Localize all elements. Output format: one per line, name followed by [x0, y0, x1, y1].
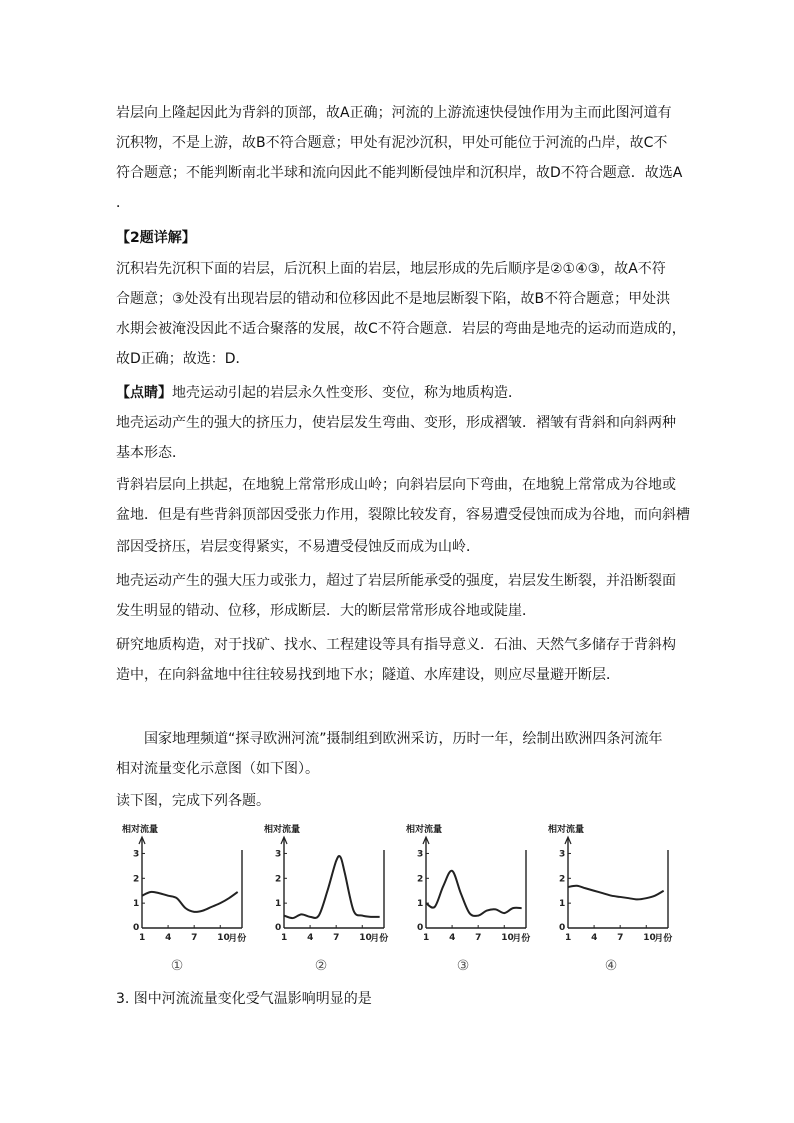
chart-svg — [404, 820, 544, 950]
x-tick-label: 10 — [643, 933, 656, 943]
text-line: 造中，在向斜盆地中往往较易找到地下水；隧道、水库建设，则应尽量避开断层． — [116, 667, 620, 683]
y-axis-label: 相对流量 — [548, 825, 585, 835]
y-tick-label: 1 — [417, 899, 424, 910]
text-line: 盆地．但是有些背斜顶部因受张力作用，裂隙比较发育，容易遭受侵蚀而成为谷地，而向斜槽 — [116, 507, 690, 523]
text-line: 岩层向上隆起因此为背斜的顶部，故A正确；河流的上游流速快侵蚀作用为主而此图河道有 — [116, 105, 672, 121]
y-axis-label: 相对流量 — [406, 825, 443, 835]
x-axis-label: 月份 — [654, 934, 673, 944]
text-line: 地壳运动产生的强大压力或张力，超过了岩层所能承受的强度，岩层发生断裂，并沿断裂面 — [116, 573, 676, 589]
x-tick-label: 1 — [281, 933, 288, 943]
flow-curve — [142, 892, 238, 912]
chart-1 — [120, 820, 260, 950]
x-tick-label: 1 — [565, 933, 572, 943]
dianjing-first: 地壳运动引起的岩层永久性变形、变位，称为地质构造． — [172, 385, 522, 401]
chart-number: ③ — [456, 958, 470, 974]
chart-number: ④ — [604, 958, 618, 974]
chart-number: ② — [314, 958, 328, 974]
y-tick-label: 0 — [417, 923, 424, 933]
text-line: 水期会被淹没因此不适合聚落的发展，故C不符合题意．岩层的弯曲是地壳的运动而造成的， — [116, 321, 686, 337]
x-axis-label: 月份 — [370, 934, 389, 944]
intro-line: 国家地理频道“探寻欧洲河流”摄制组到欧洲采访，历时一年，绘制出欧洲四条河流年 — [144, 731, 663, 747]
x-tick-label: 7 — [475, 933, 482, 943]
y-tick-label: 2 — [133, 874, 140, 885]
text-line: 发生明显的错动、位移，形成断层．大的断层常常形成谷地或陡崖． — [116, 603, 536, 619]
y-tick-label: 1 — [133, 899, 140, 910]
x-tick-label: 10 — [359, 933, 372, 943]
x-tick-label: 4 — [449, 933, 456, 943]
y-tick-label: 3 — [559, 849, 566, 860]
text-line: 合题意；③处没有出现岩层的错动和位移因此不是地层断裂下陷，故B不符合题意；甲处洪 — [116, 291, 671, 307]
x-tick-label: 7 — [333, 933, 340, 943]
text-line: 沉积物，不是上游，故B不符合题意；甲处有泥沙沉积，甲处可能位于河流的凸岸，故C不 — [116, 135, 668, 151]
chart-4 — [546, 820, 686, 950]
x-tick-label: 10 — [501, 933, 514, 943]
y-axis-label: 相对流量 — [264, 825, 301, 835]
text-line: 部因受挤压，岩层变得紧实，不易遭受侵蚀反而成为山岭． — [116, 539, 480, 555]
text-line: 研究地质构造，对于找矿、找水、工程建设等具有指导意义．石油、天然气多储存于背斜构 — [116, 637, 676, 653]
chart-2 — [262, 820, 402, 950]
text-line: 背斜岩层向上拱起，在地貌上常常形成山岭；向斜岩层向下弯曲，在地貌上常常成为谷地或 — [116, 477, 676, 493]
chart-svg — [120, 820, 260, 950]
y-tick-label: 1 — [275, 899, 282, 910]
y-tick-label: 0 — [559, 923, 566, 933]
x-tick-label: 4 — [165, 933, 172, 943]
x-tick-label: 4 — [591, 933, 598, 943]
text-line: 符合题意；不能判断南北半球和流向因此不能判断侵蚀岸和沉积岸，故D不符合题意．故选A — [116, 165, 683, 181]
y-axis-label: 相对流量 — [122, 825, 159, 835]
chart-number: ① — [170, 958, 184, 974]
text-line: 沉积岩先沉积下面的岩层，后沉积上面的岩层，地层形成的先后顺序是②①④③，故A不符 — [116, 261, 666, 277]
x-tick-label: 7 — [617, 933, 624, 943]
chart-3 — [404, 820, 544, 950]
x-axis-label: 月份 — [512, 934, 531, 944]
y-tick-label: 0 — [275, 923, 282, 933]
x-tick-label: 7 — [191, 933, 198, 943]
dianjing-line — [116, 383, 522, 403]
flow-curve — [568, 886, 664, 900]
question-3: 3. 图中河流流量变化受气温影响明显的是 — [116, 991, 372, 1007]
dianjing-tag: 【点睛】 — [116, 385, 172, 401]
text-line: 地壳运动产生的强大的挤压力，使岩层发生弯曲、变形，形成褶皱．褶皱有背斜和向斜两种 — [116, 415, 676, 431]
x-tick-label: 10 — [217, 933, 230, 943]
flow-curve — [284, 856, 380, 918]
y-tick-label: 3 — [275, 849, 282, 860]
y-tick-label: 3 — [417, 849, 424, 860]
y-tick-label: 2 — [559, 874, 566, 885]
x-tick-label: 1 — [139, 933, 146, 943]
x-tick-label: 4 — [307, 933, 314, 943]
text-line: 故D正确；故选：D． — [116, 351, 250, 367]
y-tick-label: 3 — [133, 849, 140, 860]
x-tick-label: 1 — [423, 933, 430, 943]
river-flow-charts — [110, 820, 690, 980]
text-line: 基本形态． — [116, 445, 186, 461]
flow-curve — [426, 871, 522, 916]
y-tick-label: 1 — [559, 899, 566, 910]
y-tick-label: 2 — [417, 874, 424, 885]
x-axis-label: 月份 — [228, 934, 247, 944]
chart-svg — [262, 820, 402, 950]
text-line: ． — [116, 195, 130, 211]
intro-line: 读下图，完成下列各题。 — [116, 793, 270, 809]
intro-line: 相对流量变化示意图（如下图）。 — [116, 761, 319, 777]
y-tick-label: 0 — [133, 923, 140, 933]
y-tick-label: 2 — [275, 874, 282, 885]
chart-svg — [546, 820, 686, 950]
section-heading-q2: 【2题详解】 — [116, 230, 196, 246]
